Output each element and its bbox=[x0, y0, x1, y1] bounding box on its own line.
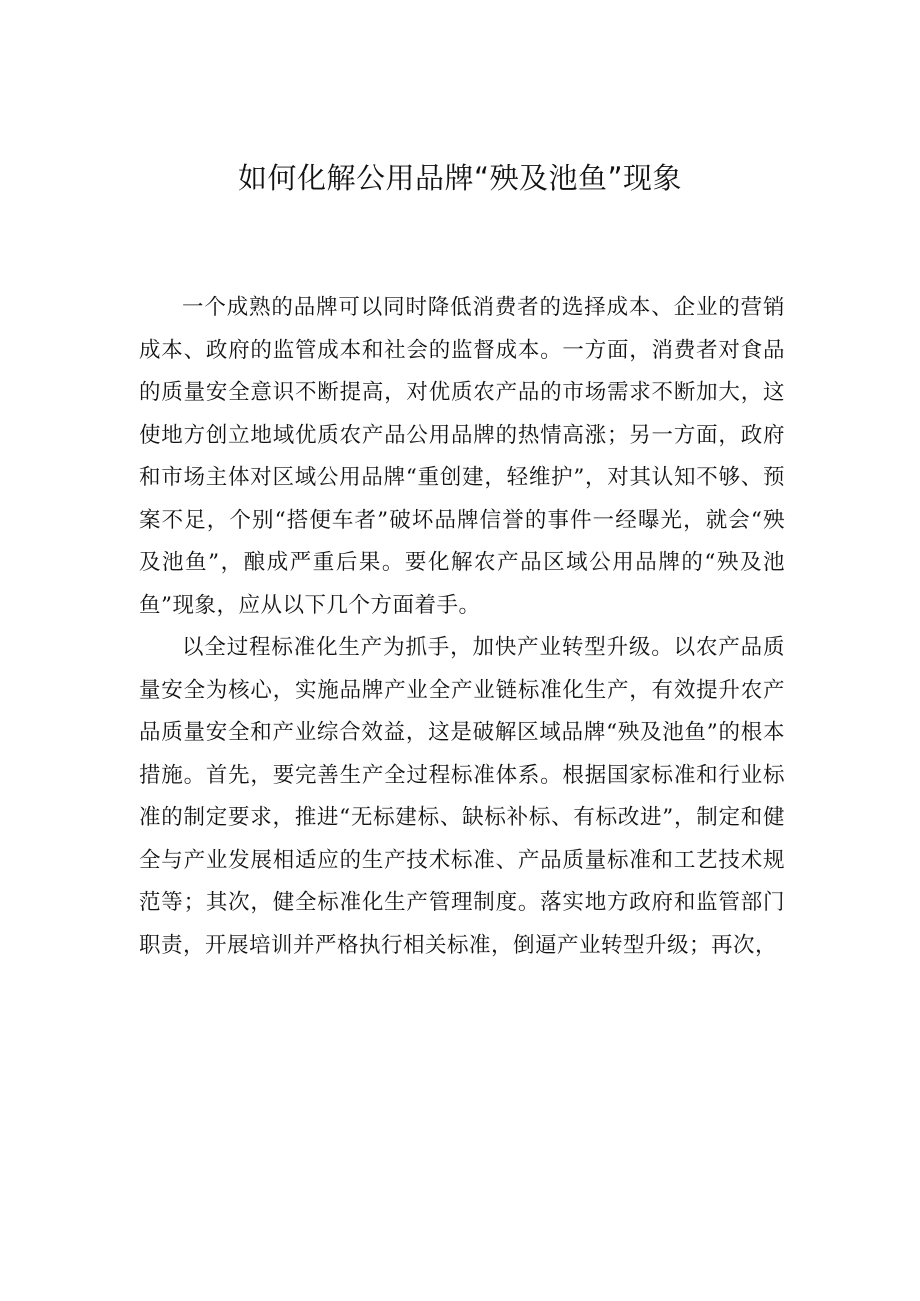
paragraph-2: 以全过程标准化生产为抓手，加快产业转型升级。以农产品质量安全为核心，实施品牌产业全产业链标准化生产，有效提升农产品质量安全和产业综合效益，这是破解区域品牌“殃及池鱼”的根本措施。首先，要完善生产全过程标准体系。根据国家标准和行业标准的制定要求，推进“无标建标、缺标补标、有标改进”，制定和健全与产业发展相适应的生产技术标准、产品质量标准和工艺技术规范等；其次，健全标准化生产管理制度。落实地方政府和监管部门职责，开展培训并严格执行相关标准，倒逼产业转型升级；再次， bbox=[139, 635, 785, 958]
document-body bbox=[139, 287, 785, 967]
paragraph-1: 一个成熟的品牌可以同时降低消费者的选择成本、企业的营销成本、政府的监管成本和社会的监督成本。一方面，消费者对食品的质量安全意识不断提高，对优质农产品的市场需求不断加大，这使地方创立地域优质农产品公用品牌的热情高涨；另一方面，政府和市场主体对区域公用品牌“重创建，轻维护”，对其认知不够、预案不足，个别“搭便车者”破坏品牌信誉的事件一经曝光，就会“殃及池鱼”，酿成严重后果。要化解农产品区域公用品牌的“殃及池鱼”现象，应从以下几个方面着手。 bbox=[139, 295, 785, 618]
document-title: 如何化解公用品牌“殃及池鱼”现象 bbox=[237, 161, 683, 195]
